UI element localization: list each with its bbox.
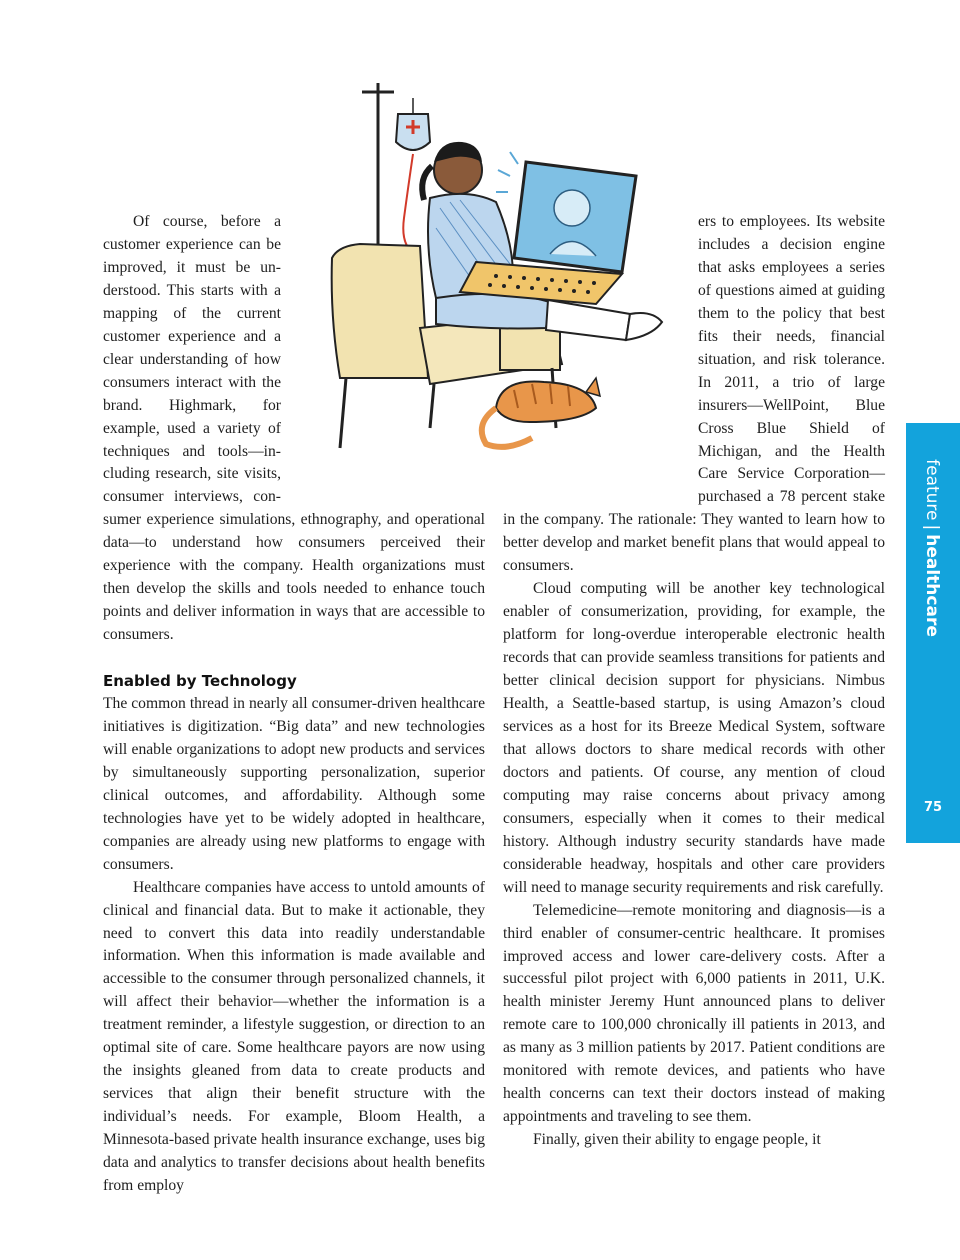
right-paragraph-3: Telemedicine—remote monitoring and diagnosis—is a third enabler of consumer-centric healthcare. It promises improved access and lower care-delivery costs. After a successful pilot project with 6,000 patients in 2011, U.K. health minister Jeremy Hunt announced plans to deliver remote care to 100,000 chronically ill patients in 2013, and as many as 3 million patients by 2017. Patient conditions are monitored with remote devices, and patients who have health concerns can text their doctors instead of making appointments and traveling to see them. <box>503 901 885 1126</box>
right-paragraph-4: Finally, given their ability to engage people, it <box>533 1131 821 1149</box>
right-paragraph-2: Cloud computing will be another key technological enabler of consumerization, providing, for example, the platform for long-overdue interoperable electronic health records that can provide seamless transitions for patients and better clinical decision support for physicians. Nimbus Health, a Seattle-based startup, is using Amazon’s cloud services as a host for its Breeze Medical System, software that allows doctors to share medical records with other doctors and patients. Of course, any mention of cloud computing may raise concerns about privacy among consumers, especially when it comes to their medical history. Although industry security standards have made considerable headway, hospitals and other care providers will need to manage security requirements and risk carefully. <box>503 580 885 896</box>
section-label: feature <box>922 459 942 521</box>
left-paragraph-2: The common thread in nearly all consumer-driven healthcare initiatives is digitization. “Big data” and new technologies will enable organizations to adopt new products and services by simultaneously supporting personalization, superior clinical outcomes, and affordability. Although some technologies have yet to be widely adopted in healthcare, companies are already using new platforms to engage with consumers. <box>103 695 485 873</box>
section-separator: | <box>922 524 942 531</box>
left-paragraph-3: Healthcare companies have access to untold amounts of clinical and financial data. But to make it actionable, they need to convert this data into readily understandable information. When this information is made available and accessible to the consumer through personalized channels, it will affect their behavior—whether the information is a treatment reminder, a lifestyle suggestion, or direction to an optimal site of care. Some healthcare payors are now using the insights gleaned from data to create products and services that align their benefit structure with the individual’s needs. For example, Bloom Health, a Minnesota-based private health insurance exchange, uses big data and analytics to transfer decisions about health benefits from employ <box>103 878 485 1195</box>
topic-label: healthcare <box>922 534 942 637</box>
illustration-wrap-space <box>281 211 485 509</box>
page-number: 75 <box>923 800 943 815</box>
section-heading: Enabled by Technology <box>103 672 297 691</box>
right-column <box>503 211 885 1152</box>
left-paragraph-1: Of course, before a customer experience can be improved, it must be understood. This starts with a mapping of the current customer experience and a clear understanding of how consumers interact with the brand. Highmark, for example, used a variety of techniques and tools—including research, site visits, consumer interviews, consumer experience simulations, ethnography, and operational data—to understand how consumers perceived their experience with the company. Health organizations must then develop the skills and tools needed to enhance touch points and deliver information in ways that are accessible to consumers. <box>103 213 485 644</box>
left-column <box>103 211 485 1198</box>
right-paragraph-1: ers to employees. Its website includes a decision engine that asks employees a series of questions aimed at guiding them to the policy that best fits their needs, financial situation, and risk tolerance. In 2011, a trio of large insurers—WellPoint, Blue Cross Blue Shield of Michigan, and the Health Care Service Corporation—purchased a 78 percent stake in the company. The rationale: They wanted to learn how to better develop and market benefit plans that would appeal to consumers. <box>503 213 885 575</box>
illustration-wrap-space-right <box>503 211 698 509</box>
